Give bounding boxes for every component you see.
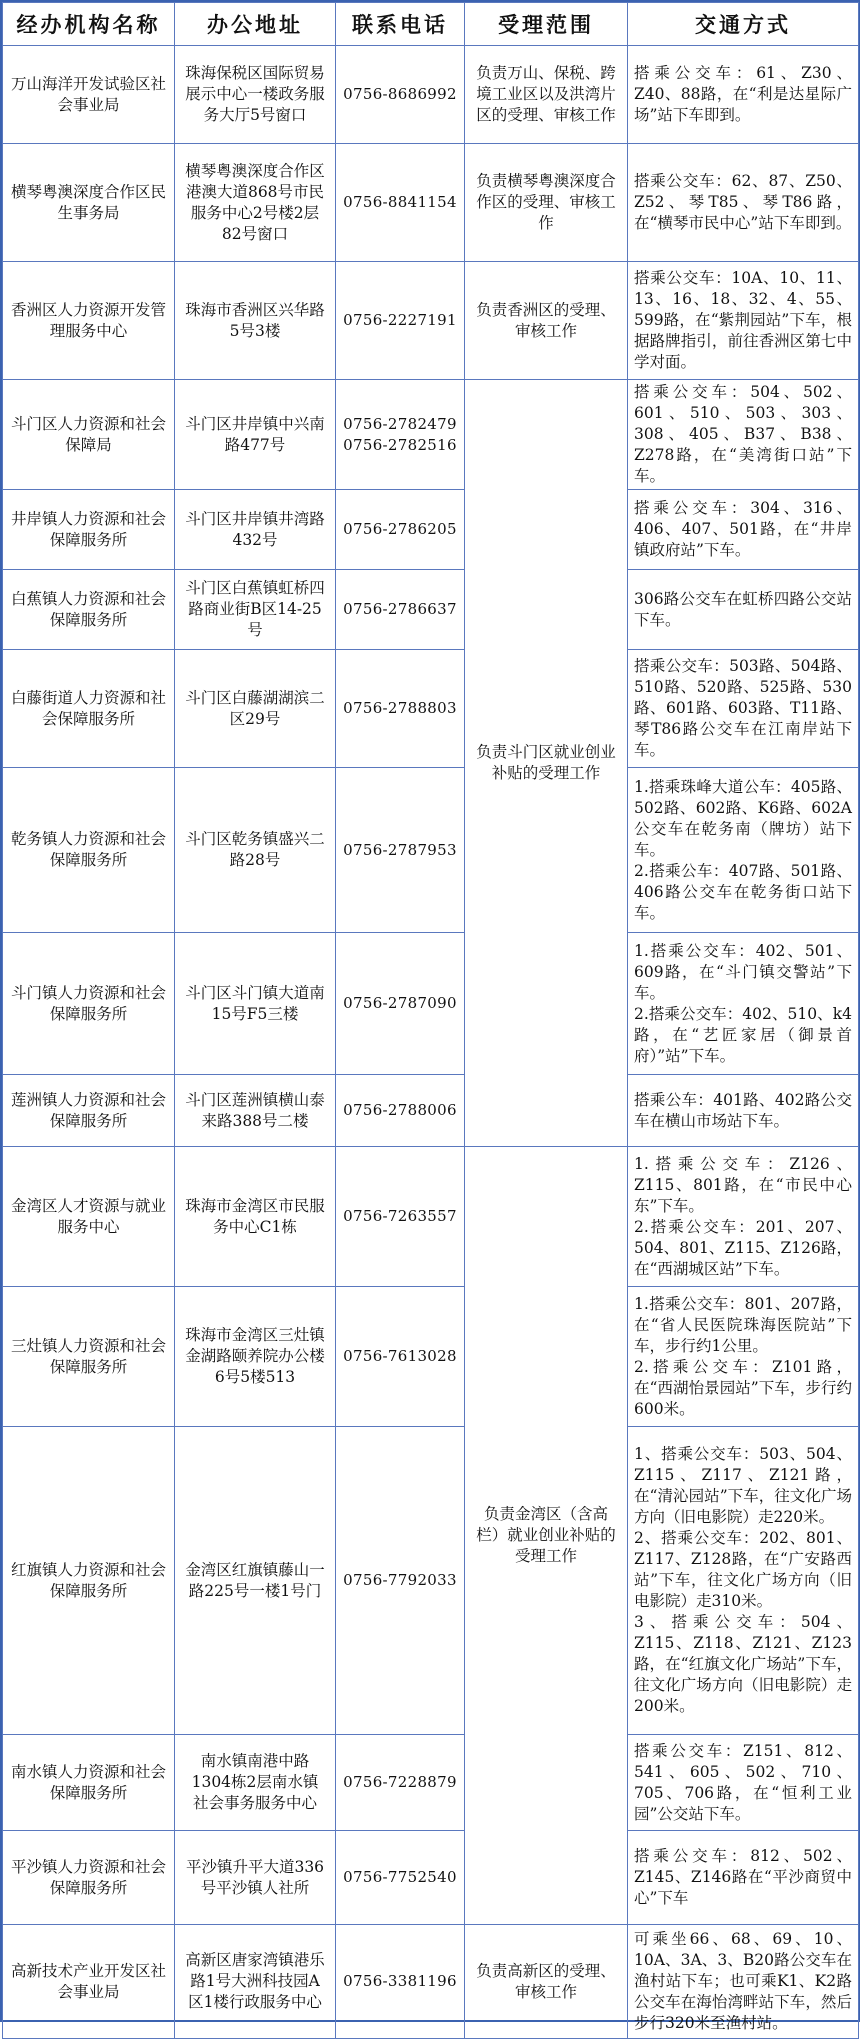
- office-address: 斗门区井岸镇井湾路432号: [175, 490, 336, 570]
- office-name: 红旗镇人力资源和社会保障服务所: [3, 1427, 175, 1735]
- office-phone: 0756-2787090: [336, 933, 465, 1075]
- scope-cell: 负责香洲区的受理、审核工作: [465, 262, 628, 380]
- traffic-info: [628, 1427, 859, 1735]
- office-address: 珠海市香洲区兴华路5号3楼: [175, 262, 336, 380]
- header-phone: 联系电话: [336, 3, 465, 46]
- table-row: [3, 1831, 859, 1925]
- office-name: 斗门镇人力资源和社会保障服务所: [3, 933, 175, 1075]
- office-address: 斗门区井岸镇中兴南路477号: [175, 380, 336, 490]
- table-row: [3, 933, 859, 1075]
- traffic-info: [628, 1147, 859, 1287]
- table-row: [3, 380, 859, 490]
- traffic-info: 搭乘公交车：504、502、601、510、503、303、308、405、B37、B38、Z278路，在“美湾街口站”下车。: [628, 380, 859, 490]
- office-address: 横琴粤澳深度合作区港澳大道868号市民服务中心2号楼2层82号窗口: [175, 144, 336, 262]
- header-row: [3, 3, 859, 46]
- table-row: [3, 144, 859, 262]
- traffic-line: 2.搭乘公车：407路、501路、406路公交车在乾务街口站下车。: [634, 861, 852, 922]
- office-phone: 0756-2788006: [336, 1075, 465, 1147]
- traffic-line: 2.搭乘公交车：Z101路，在“西湖怡景园站”下车，步行约600米。: [634, 1357, 852, 1418]
- office-phone: 0756-7228879: [336, 1735, 465, 1831]
- office-name: 白蕉镇人力资源和社会保障服务所: [3, 570, 175, 650]
- office-name: 井岸镇人力资源和社会保障服务所: [3, 490, 175, 570]
- office-name: 金湾区人才资源与就业服务中心: [3, 1147, 175, 1287]
- traffic-line: 2.搭乘公交车：402、510、k4路，在“艺匠家居（御景首府）”站”下车。: [634, 1004, 852, 1065]
- traffic-line: 2.搭乘公交车：201、207、504、801、Z115、Z126路，在“西湖城区站”下车。: [634, 1217, 852, 1278]
- office-address: 珠海市金湾区市民服务中心C1栋: [175, 1147, 336, 1287]
- table-row: [3, 262, 859, 380]
- office-address: 珠海市金湾区三灶镇金湖路颐养院办公楼6号5楼513: [175, 1287, 336, 1427]
- traffic-info: 搭乘公交车：503路、504路、510路、520路、525路、530路、601路、603路、T11路、琴T86路公交车在江南岸站下车。: [628, 650, 859, 768]
- traffic-line: 1.搭乘公交车：801、207路，在“省人民医院珠海医院站”下车，步行约1公里。: [634, 1294, 852, 1355]
- office-phone: 0756-8841154: [336, 144, 465, 262]
- traffic-line: 1.搭乘公交车：Z126、Z115、801路，在“市民中心东”下车。: [634, 1154, 852, 1215]
- office-name: 莲洲镇人力资源和社会保障服务所: [3, 1075, 175, 1147]
- traffic-line: 3、搭乘公交车：504、Z115、Z118、Z121、Z123路，在“红旗文化广场站”下车，往文化广场方向（旧电影院）走200米。: [634, 1613, 852, 1715]
- traffic-line: 2、搭乘公交车：202、801、Z117、Z128路，在“广安路西站”下车，往文化广场方向（旧电影院）走310米。: [634, 1529, 852, 1610]
- traffic-info: [628, 768, 859, 933]
- office-name: 斗门区人力资源和社会保障局: [3, 380, 175, 490]
- header-traffic: 交通方式: [628, 3, 859, 46]
- office-name: 横琴粤澳深度合作区民生事务局: [3, 144, 175, 262]
- office-phone: 0756-2786205: [336, 490, 465, 570]
- office-name: 白藤街道人力资源和社会保障服务所: [3, 650, 175, 768]
- office-name: 平沙镇人力资源和社会保障服务所: [3, 1831, 175, 1925]
- traffic-info: 搭乘公交车：304、316、406、407、501路，在“井岸镇政府站”下车。: [628, 490, 859, 570]
- traffic-info: 搭乘公交车：10A、10、11、13、16、18、32、4、55、599路，在“紫荆园站”下车，根据路牌指引，前往香洲区第七中学对面。: [628, 262, 859, 380]
- office-phone: 0756-2227191: [336, 262, 465, 380]
- table-row: [3, 1925, 859, 2039]
- scope-cell: 负责横琴粤澳深度合作区的受理、审核工作: [465, 144, 628, 262]
- table-row: [3, 1075, 859, 1147]
- office-name: 三灶镇人力资源和社会保障服务所: [3, 1287, 175, 1427]
- header-address: 办公地址: [175, 3, 336, 46]
- office-address: 珠海保税区国际贸易展示中心一楼政务服务大厅5号窗口: [175, 46, 336, 144]
- office-directory-table: [2, 2, 859, 2039]
- traffic-line: 1.搭乘公交车：402、501、609路，在“斗门镇交警站”下车。: [634, 941, 852, 1002]
- office-name: 高新技术产业开发区社会事业局: [3, 1925, 175, 2039]
- office-address: 平沙镇升平大道336号平沙镇人社所: [175, 1831, 336, 1925]
- traffic-info: [628, 933, 859, 1075]
- office-phone: [336, 380, 465, 490]
- table-row: [3, 570, 859, 650]
- table-row: [3, 768, 859, 933]
- office-address: 金湾区红旗镇藤山一路225号一楼1号门: [175, 1427, 336, 1735]
- office-address: 斗门区莲洲镇横山泰来路388号二楼: [175, 1075, 336, 1147]
- office-phone: 0756-7613028: [336, 1287, 465, 1427]
- office-address: 斗门区斗门镇大道南15号F5三楼: [175, 933, 336, 1075]
- office-address: 斗门区白藤湖湖滨二区29号: [175, 650, 336, 768]
- traffic-info: 搭乘公交车：Z151、812、541、605、502、710、705、706路，在“恒利工业园”公交站下车。: [628, 1735, 859, 1831]
- traffic-info: 搭乘公交车：61、Z30、Z40、88路，在“利是达星际广场”站下车即到。: [628, 46, 859, 144]
- table-row: [3, 650, 859, 768]
- traffic-line: 1、搭乘公交车：503、504、Z115、Z117、Z121路，在“清沁园站”下车，往文化广场方向（旧电影院）走220米。: [634, 1445, 852, 1526]
- table-row: [3, 1147, 859, 1287]
- office-address: 南水镇南港中路1304栋2层南水镇社会事务服务中心: [175, 1735, 336, 1831]
- office-name: 香洲区人力资源开发管理服务中心: [3, 262, 175, 380]
- office-phone: 0756-3381196: [336, 1925, 465, 2039]
- office-address: 高新区唐家湾镇港乐路1号大洲科技园A区1楼行政服务中心: [175, 1925, 336, 2039]
- office-phone: 0756-7752540: [336, 1831, 465, 1925]
- table-row: [3, 1287, 859, 1427]
- office-phone: 0756-8686992: [336, 46, 465, 144]
- table-row: [3, 46, 859, 144]
- office-name: 乾务镇人力资源和社会保障服务所: [3, 768, 175, 933]
- traffic-info: 可乘坐66、68、69、10、10A、3A、3、B20路公交车在渔村站下车；也可乘K1、K2路公交车在海怡湾畔站下车，然后步行320米至渔村站。: [628, 1925, 859, 2039]
- traffic-line: 1.搭乘珠峰大道公车：405路、502路、602路、K6路、602A公交车在乾务南（牌坊）站下车。: [634, 777, 852, 859]
- office-phone: 0756-2786637: [336, 570, 465, 650]
- office-phone: 0756-7792033: [336, 1427, 465, 1735]
- header-name: 经办机构名称: [3, 3, 175, 46]
- scope-cell: 负责万山、保税、跨境工业区以及洪湾片区的受理、审核工作: [465, 46, 628, 144]
- office-phone-1: 0756-2782479: [343, 414, 457, 433]
- table-row: [3, 1735, 859, 1831]
- table-row: [3, 1427, 859, 1735]
- table-row: [3, 490, 859, 570]
- office-name: 南水镇人力资源和社会保障服务所: [3, 1735, 175, 1831]
- traffic-info: [628, 1287, 859, 1427]
- traffic-info: 搭乘公交车：812、502、Z145、Z146路在“平沙商贸中心”下车: [628, 1831, 859, 1925]
- office-phone: 0756-7263557: [336, 1147, 465, 1287]
- office-name: 万山海洋开发试验区社会事业局: [3, 46, 175, 144]
- header-scope: 受理范围: [465, 3, 628, 46]
- traffic-info: 搭乘公交车：62、87、Z50、Z52、琴T85、琴T86路，在“横琴市民中心”站下车即到。: [628, 144, 859, 262]
- scope-cell: 负责金湾区（含高栏）就业创业补贴的受理工作: [465, 1147, 628, 1925]
- office-phone: 0756-2788803: [336, 650, 465, 768]
- office-phone: 0756-2787953: [336, 768, 465, 933]
- office-address: 斗门区白蕉镇虹桥四路商业街B区14-25号: [175, 570, 336, 650]
- office-address: 斗门区乾务镇盛兴二路28号: [175, 768, 336, 933]
- traffic-info: 306路公交车在虹桥四路公交站下车。: [628, 570, 859, 650]
- scope-cell: 负责高新区的受理、审核工作: [465, 1925, 628, 2039]
- office-phone-2: 0756-2782516: [343, 435, 457, 454]
- traffic-info: 搭乘公车：401路、402路公交车在横山市场站下车。: [628, 1075, 859, 1147]
- scope-cell: 负责斗门区就业创业补贴的受理工作: [465, 380, 628, 1147]
